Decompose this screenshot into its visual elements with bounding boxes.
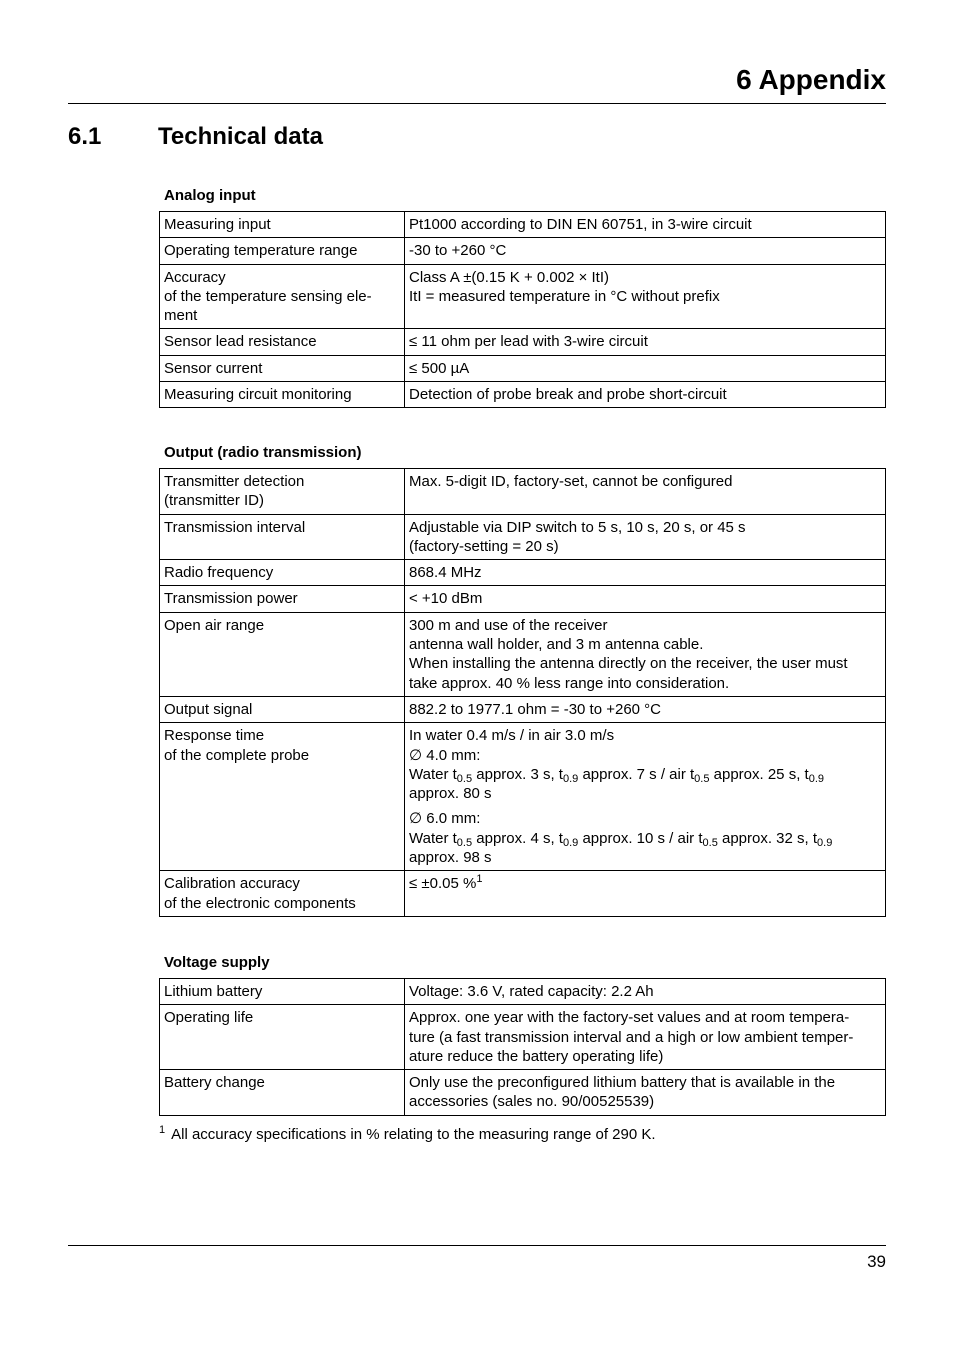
table-row xyxy=(160,979,886,1005)
row-label: Accuracy of the temperature sensing ele- ment xyxy=(160,264,405,329)
diameter-4-head: ∅ 4.0 mm: xyxy=(409,746,481,764)
table-row xyxy=(160,264,886,329)
footnote-ref: 1 xyxy=(476,873,483,886)
footer-rule xyxy=(68,1245,886,1246)
row-label: Transmission interval xyxy=(160,514,405,560)
voltage-block xyxy=(159,954,886,1116)
output-title: Output (radio transmission) xyxy=(164,444,362,461)
row-value: ≤ 500 µA xyxy=(405,355,886,381)
row-label: Measuring circuit monitoring xyxy=(160,382,405,408)
row-label: Sensor lead resistance xyxy=(160,329,405,355)
row-value: 868.4 MHz xyxy=(405,560,886,586)
table-row xyxy=(160,560,886,586)
row-label: Lithium battery xyxy=(160,979,405,1005)
table-row xyxy=(160,469,886,515)
row-value: -30 to +260 °C xyxy=(405,238,886,264)
row-label: Transmitter detection (transmitter ID) xyxy=(160,469,405,515)
row-value xyxy=(405,871,886,917)
diameter-6-times: Water $t_{0.5}$ approx. 4 s, $t_{0.9}$ approx. 10 s / air $t_{0.5}$ approx. 32 s, $t_{0.9}$ xyxy=(409,829,833,849)
row-value: In water 0.4 m/s / in air 3.0 m/s ∅ 4.0 mm: Water $t_{0.5}$ approx. 3 s, $t_{0.9}$ approx. 7 s / air $t_{0.5}$ approx. 25 s, $t_{0.9}$ approx. 80 s ∅ 6.0 mm: Water $t_{0.5}$ approx. 4 s, $t_{0.9}$ approx. 10 s / air $t_{0.5}$ approx. 32 s, $t_{0.9}$ approx. 98 s xyxy=(405,723,886,871)
output-table xyxy=(159,468,886,917)
table-row xyxy=(160,612,886,696)
table-row xyxy=(160,696,886,722)
row-value: 882.2 to 1977.1 ohm = -30 to +260 °C xyxy=(405,696,886,722)
row-value: Only use the preconfigured lithium battery that is available in the accessories (sales no. 90/00525539) xyxy=(405,1070,886,1116)
voltage-table xyxy=(159,978,886,1116)
row-value: < +10 dBm xyxy=(405,586,886,612)
row-value: Adjustable via DIP switch to 5 s, 10 s, 20 s, or 45 s (factory-setting = 20 s) xyxy=(405,514,886,560)
calibration-value: ≤ ±0.05 % xyxy=(409,875,477,893)
row-value: Detection of probe break and probe short-circuit xyxy=(405,382,886,408)
analog-input-title: Analog input xyxy=(164,187,256,204)
table-row xyxy=(160,212,886,238)
table-row xyxy=(160,1005,886,1070)
row-label: Calibration accuracy of the electronic components xyxy=(160,871,405,917)
row-value: 300 m and use of the receiver antenna wall holder, and 3 m antenna cable. When installing the antenna directly on the receiver, the user must take approx. 40 % less range into consideration. xyxy=(405,612,886,696)
table-row xyxy=(160,871,886,917)
section-title: Technical data xyxy=(158,123,323,150)
diameter-4-times: Water $t_{0.5}$ approx. 3 s, $t_{0.9}$ approx. 7 s / air $t_{0.5}$ approx. 25 s, $t_{0.9}$ xyxy=(409,765,824,785)
table-row xyxy=(160,514,886,560)
analog-input-table xyxy=(159,211,886,408)
row-label: Operating life xyxy=(160,1005,405,1070)
row-value: Max. 5-digit ID, factory-set, cannot be configured xyxy=(405,469,886,515)
row-value: Voltage: 3.6 V, rated capacity: 2.2 Ah xyxy=(405,979,886,1005)
table-row xyxy=(160,329,886,355)
row-label: Output signal xyxy=(160,696,405,722)
section-number: 6.1 xyxy=(68,123,102,150)
row-label: Radio frequency xyxy=(160,560,405,586)
row-label: Operating temperature range xyxy=(160,238,405,264)
page-number: 39 xyxy=(867,1252,886,1271)
footnote xyxy=(159,1124,656,1143)
row-label: Transmission power xyxy=(160,586,405,612)
row-value: Approx. one year with the factory-set values and at room tempera- ture (a fast transmission interval and a high or low ambient temper- ature reduce the battery operating life) xyxy=(405,1005,886,1070)
table-row xyxy=(160,1070,886,1116)
row-value: Pt1000 according to DIN EN 60751, in 3-wire circuit xyxy=(405,212,886,238)
row-value: Class A ±(0.15 K + 0.002 × ItI) ItI = measured temperature in °C without prefix xyxy=(405,264,886,329)
footnote-text: All accuracy specifications in % relating to the measuring range of 290 K. xyxy=(171,1126,656,1143)
diameter-6-head: ∅ 6.0 mm: xyxy=(409,810,481,828)
output-block xyxy=(159,444,886,917)
row-label: Sensor current xyxy=(160,355,405,381)
row-label: Open air range xyxy=(160,612,405,696)
chapter-title: 6 Appendix xyxy=(736,64,886,95)
row-label: Measuring input xyxy=(160,212,405,238)
row-value: ≤ 11 ohm per lead with 3-wire circuit xyxy=(405,329,886,355)
table-row xyxy=(160,723,886,871)
table-row xyxy=(160,586,886,612)
table-row xyxy=(160,355,886,381)
voltage-title: Voltage supply xyxy=(164,954,270,971)
table-row xyxy=(160,382,886,408)
footnote-mark: 1 xyxy=(159,1124,166,1136)
row-label: Battery change xyxy=(160,1070,405,1116)
response-intro: In water 0.4 m/s / in air 3.0 m/s xyxy=(409,727,615,745)
row-label: Response time of the complete probe xyxy=(160,723,405,871)
header-rule xyxy=(68,103,886,104)
table-row xyxy=(160,238,886,264)
analog-input-block xyxy=(159,187,886,408)
